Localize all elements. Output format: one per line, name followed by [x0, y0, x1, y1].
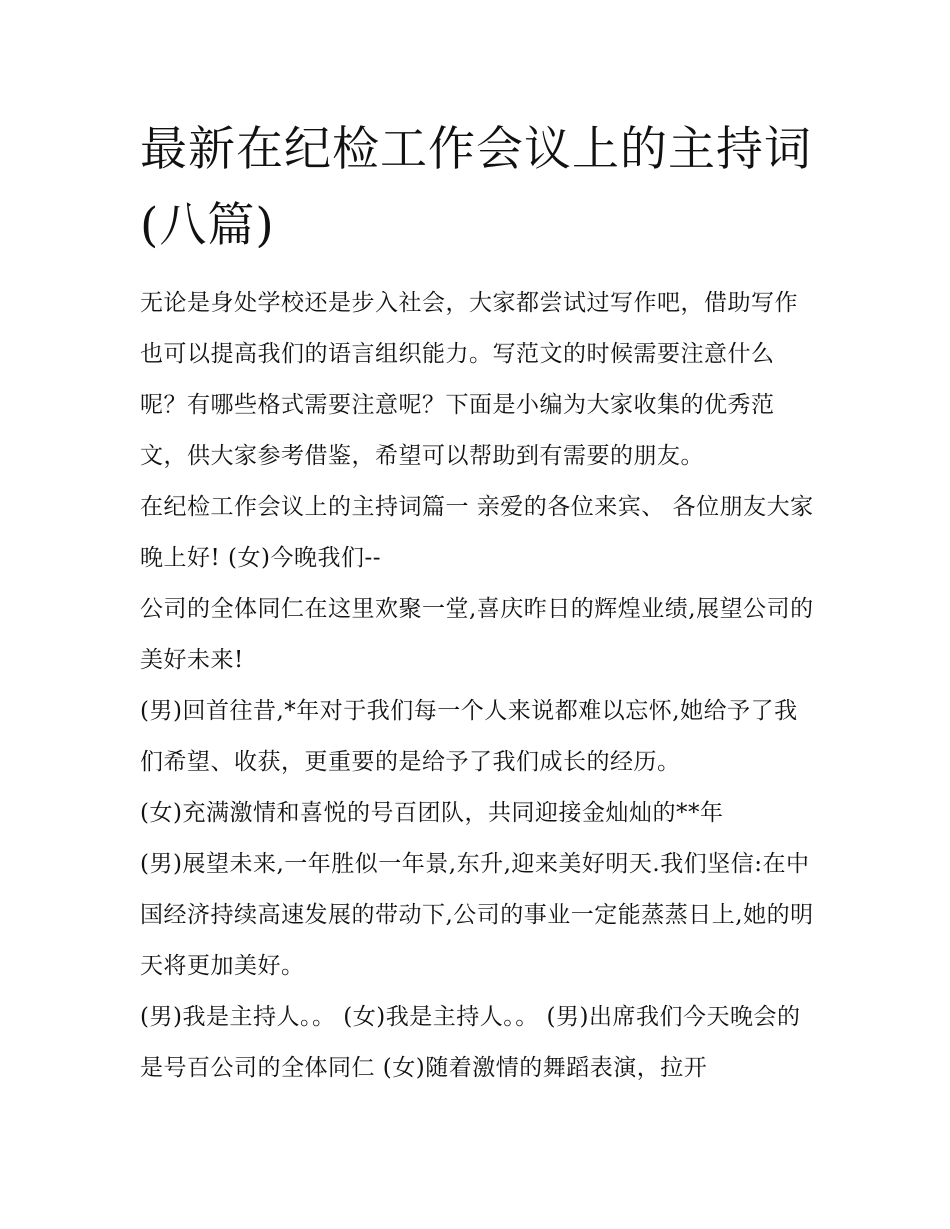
- paragraph-1: 在纪检工作会议上的主持词篇一 亲爱的各位来宾、 各位朋友大家晚上好! (女)今晚我们--: [140, 494, 814, 571]
- paragraph-6: (男)我是主持人。。 (女)我是主持人。。 (男)出席我们今天晚会的是号百公司的全体同仁 (女)随着激情的舞蹈表演，拉开: [140, 1004, 801, 1081]
- paragraph-4: (女)充满激情和喜悦的号百团队，共同迎接金灿灿的**年: [140, 800, 724, 826]
- paragraph-intro: 无论是身处学校还是步入社会，大家都尝试过写作吧，借助写作也可以提高我们的语言组织能力。写范文的时候需要注意什么呢？有哪些格式需要注意呢？下面是小编为大家收集的优秀范文，供大家参考借鉴，希望可以帮助到有需要的朋友。: [140, 290, 798, 469]
- document-title: 最新在纪检工作会议上的主持词(八篇): [140, 122, 812, 253]
- document-body: [140, 278, 820, 1094]
- paragraph-3: (男)回首往昔,*年对于我们每一个人来说都难以忘怀,她给予了我们希望、收获，更重要的是给予了我们成长的经历。: [140, 698, 798, 775]
- paragraph-2: 公司的全体同仁在这里欢聚一堂,喜庆昨日的辉煌业绩,展望公司的美好未来!: [140, 596, 814, 673]
- paragraph-5: (男)展望未来,一年胜似一年景,东升,迎来美好明天.我们坚信:在中国经济持续高速发展的带动下,公司的事业一定能蒸蒸日上,她的明天将更加美好。: [140, 851, 814, 979]
